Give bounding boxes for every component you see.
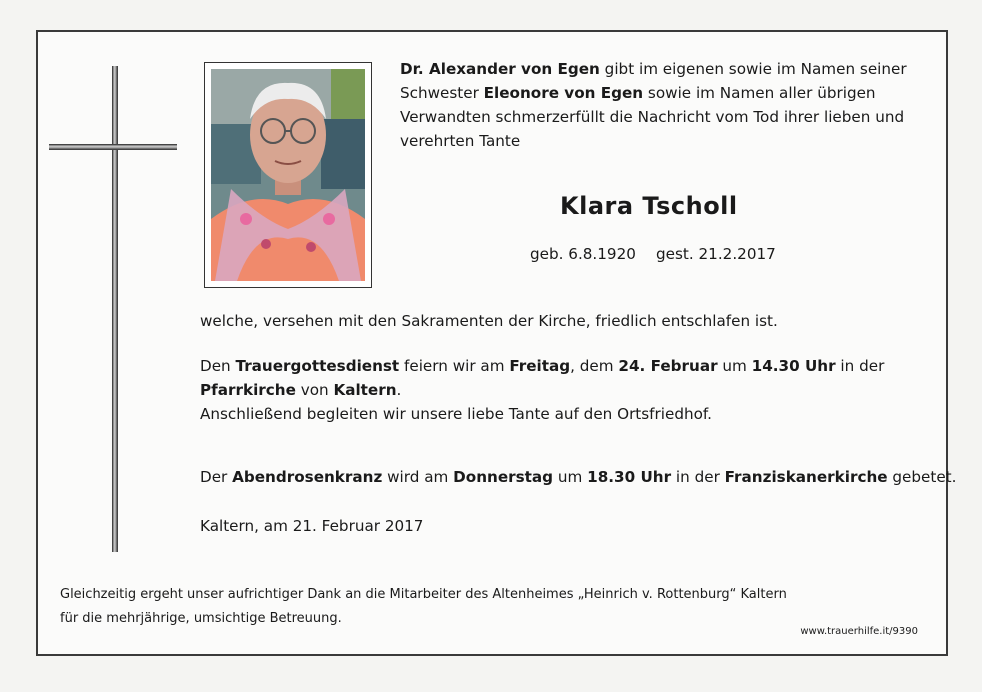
church-line <box>200 379 401 402</box>
service-text-g: um <box>717 357 752 375</box>
sacraments-line: welche, versehen mit den Sakramenten der Kirche, friedlich entschlafen ist. <box>200 312 778 330</box>
service-text-e: , dem <box>570 357 619 375</box>
birth-date: geb. 6.8.1920 <box>530 245 636 263</box>
portrait-photo-frame <box>204 62 372 288</box>
rosary-text-c: wird am <box>382 468 454 486</box>
service-type: Trauergottesdienst <box>235 357 400 375</box>
thanks-line-2: für die mehrjährige, umsichtige Betreuung. <box>60 611 342 626</box>
service-text-a: Den <box>200 357 236 375</box>
church-text-b: von <box>295 381 334 399</box>
service-line <box>200 355 884 378</box>
intro-line-1-text: gibt im eigenen sowie im Namen seiner <box>599 60 907 78</box>
service-text-c: feiern wir am <box>399 357 510 375</box>
intro-line-2 <box>400 82 876 105</box>
sister-name: Eleonore von Egen <box>483 84 644 102</box>
rosary-type: Abendrosenkranz <box>232 468 383 486</box>
church-name: Pfarrkirche <box>200 381 296 399</box>
church-text-d: . <box>396 381 402 399</box>
thanks-line-1: Gleichzeitig ergeht unser aufrichtiger Dank an die Mitarbeiter des Altenheimes „Heinrich v. Rottenburg“ Kaltern <box>60 587 787 602</box>
service-date: 24. Februar <box>618 357 718 375</box>
intro-line-3: Verwandten schmerzerfüllt die Nachricht vom Tod ihrer lieben und <box>400 108 905 126</box>
rosary-text-g: in der <box>671 468 725 486</box>
service-weekday: Freitag <box>509 357 571 375</box>
place-date-line: Kaltern, am 21. Februar 2017 <box>200 517 424 535</box>
rosary-time: 18.30 Uhr <box>587 468 672 486</box>
intro-line-1 <box>400 58 907 81</box>
footer-url: www.trauerhilfe.it/9390 <box>800 626 918 637</box>
portrait-photo <box>211 69 365 281</box>
intro-line-2-prefix: Schwester <box>400 84 484 102</box>
rosary-church: Franziskanerkirche <box>724 468 888 486</box>
rosary-text-a: Der <box>200 468 233 486</box>
cross-horizontal-bar <box>49 144 177 150</box>
intro-line-2-text: sowie im Namen aller übrigen <box>643 84 876 102</box>
cross-vertical-bar <box>112 66 118 552</box>
deceased-name: Klara Tscholl <box>560 192 738 220</box>
rosary-text-e: um <box>553 468 588 486</box>
burial-line: Anschließend begleiten wir unsere liebe Tante auf den Ortsfriedhof. <box>200 405 712 423</box>
intro-line-4: verehrten Tante <box>400 132 521 150</box>
rosary-text-i: gebetet. <box>887 468 957 486</box>
rosary-weekday: Donnerstag <box>453 468 554 486</box>
nephew-name: Dr. Alexander von Egen <box>400 60 600 78</box>
rosary-line <box>200 466 956 489</box>
church-town: Kaltern <box>333 381 397 399</box>
service-text-i: in der <box>835 357 885 375</box>
death-date: gest. 21.2.2017 <box>656 245 776 263</box>
service-time: 14.30 Uhr <box>751 357 836 375</box>
